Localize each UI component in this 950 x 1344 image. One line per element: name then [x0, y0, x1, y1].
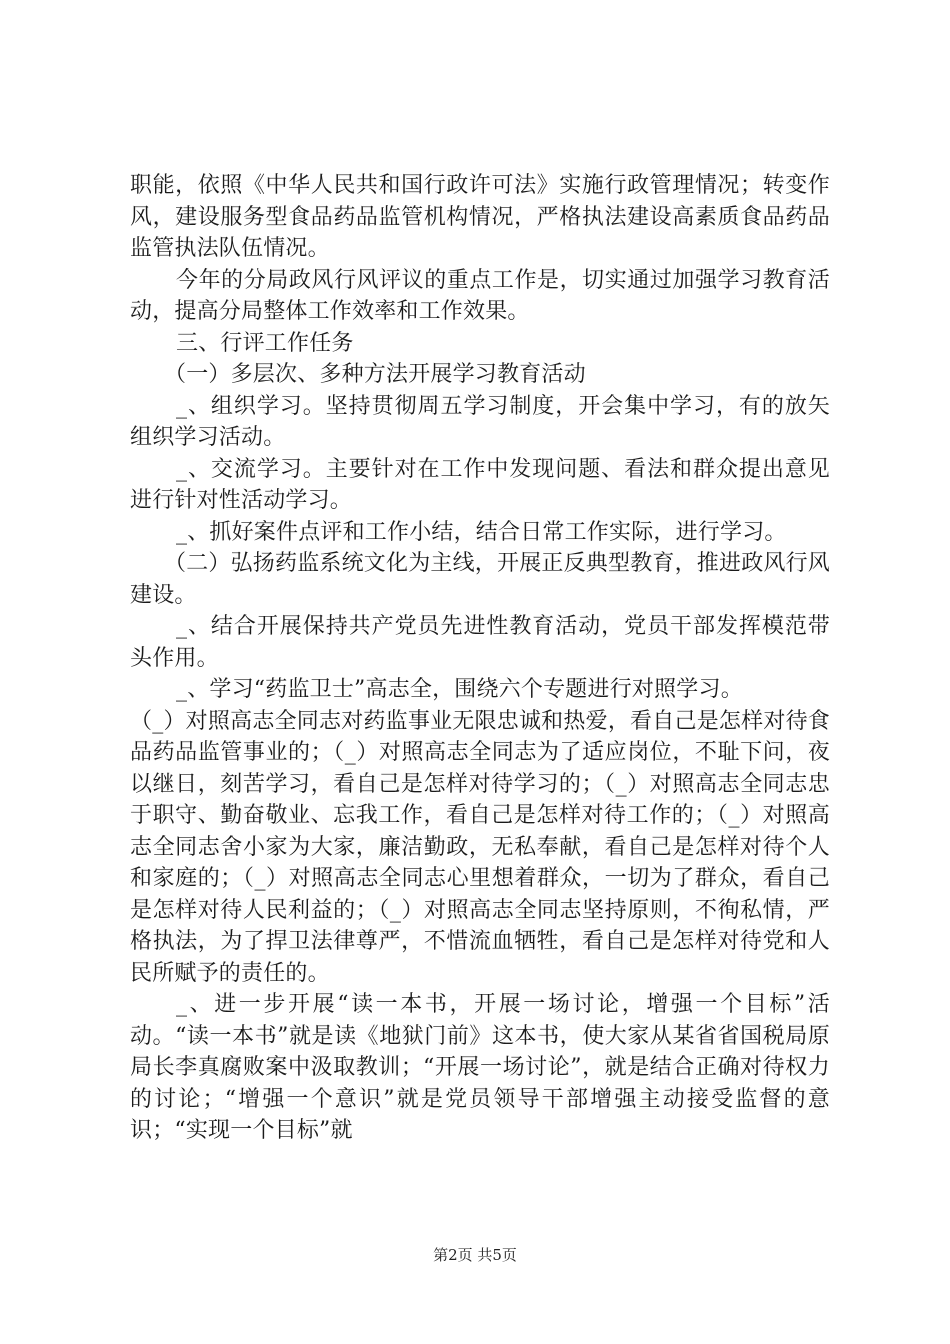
section-heading-3: 三、行评工作任务: [176, 330, 354, 356]
document-body: [130, 170, 830, 1147]
paragraph-read-book: _、进一步开展“读一本书，开展一场讨论，增强一个目标”活动。“读一本书”就是读《地狱门前》这本书，使大家从某省省国税局原局长李真腐败案中汲取教训；“开展一场讨论”，就是结合正确对待权力的讨论；“增强一个意识”就是党员领导干部增强主动接受监督的意识；“实现一个目标”就: [130, 992, 830, 1143]
paragraph-party-education: _、结合开展保持共产党员先进性教育活动，党员干部发挥模范带头作用。: [130, 614, 830, 671]
page-footer: 第2页 共5页: [433, 1246, 517, 1264]
paragraph-exchange-study: _、交流学习。主要针对在工作中发现问题、看法和群众提出意见进行针对性活动学习。: [130, 456, 830, 513]
subsection-heading-1: （一）多层次、多种方法开展学习教育活动: [164, 362, 586, 387]
paragraph-study-gao: _、学习“药监卫士”高志全，围绕六个专题进行对照学习。: [176, 677, 743, 702]
paragraph-six-topics: （_）对照高志全同志对药监事业无限忠诚和热爱，看自己是怎样对待食品药品监管事业的；（_）对照高志全同志为了适应岗位，不耻下问，夜以继日，刻苦学习，看自己是怎样对待学习的；（_）对照高志全同志忠于职守、勤奋敬业、忘我工作，看自己是怎样对待工作的；（_）对照高志全同志舍小家为大家，廉洁勤政，无私奉献，看自己是怎样对待个人和家庭的；（_）对照高志全同志心里想着群众，一切为了群众，看自己是怎样对待人民利益的；（_）对照高志全同志坚持原则，不徇私情，严格执法，为了捍卫法律尊严，不惜流血牺牲，看自己是怎样对待党和人民所赋予的责任的。: [130, 708, 830, 986]
paragraph-organize-study: _、组织学习。坚持贯彻周五学习制度，开会集中学习，有的放矢组织学习活动。: [130, 393, 830, 450]
paragraph-2: 今年的分局政风行风评议的重点工作是，切实通过加强学习教育活动，提高分局整体工作效率和工作效果。: [130, 267, 830, 324]
paragraph-1: 职能，依照《中华人民共和国行政许可法》实施行政管理情况；转变作风，建设服务型食品药品监管机构情况，严格执法建设高素质食品药品监管执法队伍情况。: [130, 173, 830, 261]
subsection-heading-2: （二）弘扬药监系统文化为主线，开展正反典型教育，推进政风行风建设。: [130, 551, 831, 608]
paragraph-case-review: _、抓好案件点评和工作小结，结合日常工作实际，进行学习。: [176, 519, 787, 545]
